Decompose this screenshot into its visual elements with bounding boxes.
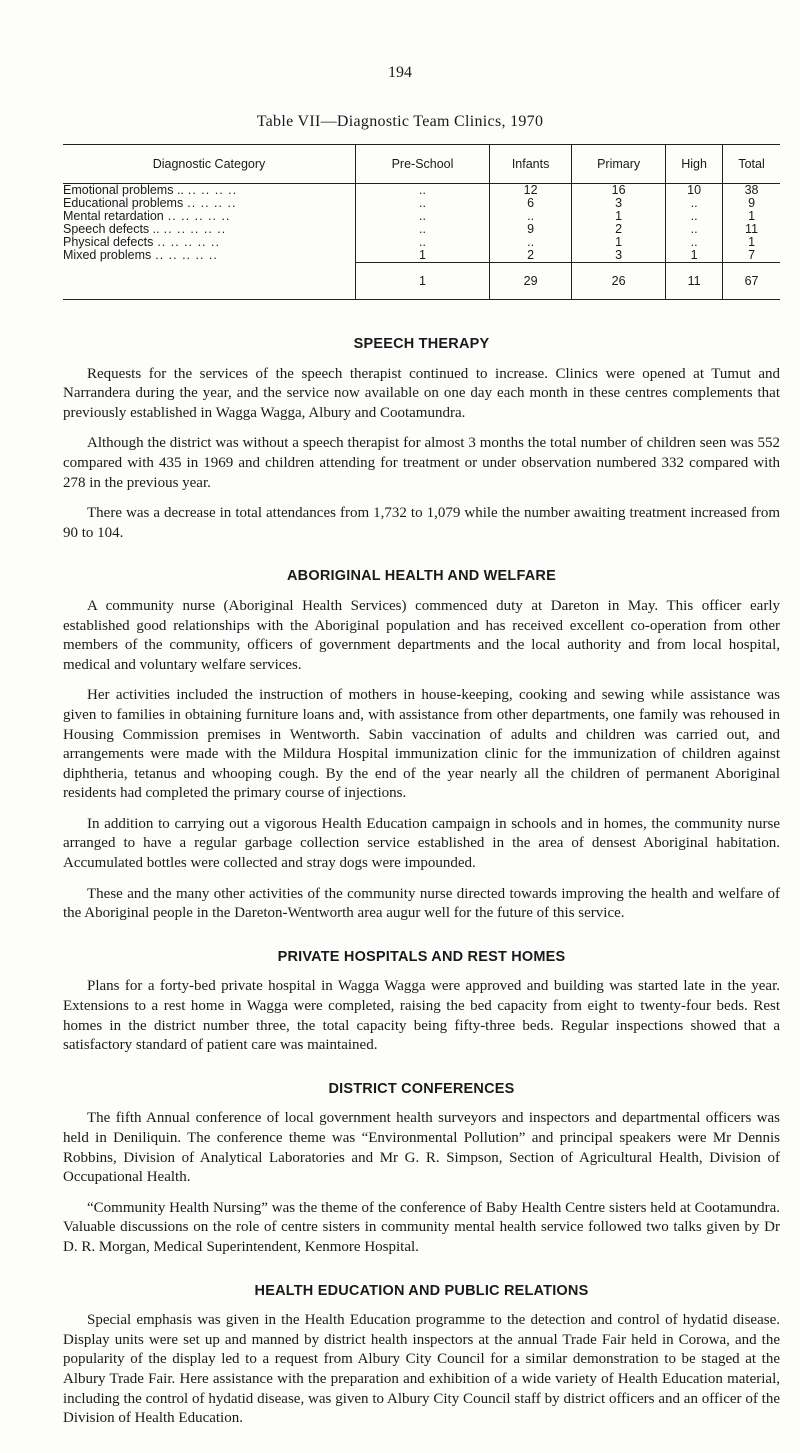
category-cell [63, 197, 356, 210]
leader-dots: .. .. .. .. [187, 197, 237, 210]
paragraph: These and the many other activities of the community nurse directed towards improving the health and welfare of the Aboriginal people in the Dareton-Wentworth area augur well for the future of this service. [63, 885, 780, 922]
value-cell: 3 [572, 197, 666, 210]
totals-row [63, 263, 780, 300]
section [63, 567, 780, 924]
category-cell [63, 223, 356, 236]
value-cell: .. [356, 197, 490, 210]
section-heading: PRIVATE HOSPITALS AND REST HOMES [277, 948, 566, 965]
section-heading: HEALTH EDUCATION AND PUBLIC RELATIONS [254, 1282, 589, 1299]
value-cell: 1 [723, 210, 780, 223]
category-label: Speech defects .. [63, 223, 160, 236]
leader-dots: .. .. .. .. .. [155, 249, 218, 263]
section [63, 335, 780, 543]
paragraph: Plans for a forty-bed private hospital in Wagga Wagga were approved and building was started late in the year. Extensions to a rest home in Wagga were completed, raising the bed capacity from eight to twenty-four beds. Rest homes in the district number three, the total capacity being fifty-three beds. Regular inspections showed that a satisfactory standard of patient care was maintained. [63, 978, 780, 1054]
category-cell [63, 184, 356, 198]
total-cell: 11 [666, 263, 723, 300]
value-cell: 2 [490, 249, 572, 263]
value-cell: 12 [490, 184, 572, 198]
value-cell: .. [666, 210, 723, 223]
totals-empty-cell [63, 263, 356, 300]
section [63, 1080, 780, 1258]
value-cell: 38 [723, 184, 780, 198]
paragraph: The fifth Annual conference of local government health surveyors and inspectors and departmental officers was held in Deniliquin. The conference theme was “Environmental Pollution” and principal speakers were Mr Dennis Robbins, Division of Analytical Laboratories and Mr G. R. Simpson, Section of Agricultural Health, Division of Occupational Health. [63, 1110, 780, 1186]
leader-dots: .. .. .. .. .. [163, 223, 227, 236]
value-cell: 1 [572, 236, 666, 249]
category-label: Mixed problems [63, 249, 152, 263]
value-cell: 10 [666, 184, 723, 198]
total-cell: 29 [490, 263, 572, 300]
category-label: Physical defects [63, 236, 154, 249]
value-cell: 3 [572, 249, 666, 263]
section-heading: ABORIGINAL HEALTH AND WELFARE [287, 568, 556, 585]
category-cell [63, 249, 356, 263]
report-body [63, 335, 780, 1453]
value-cell: 11 [723, 223, 780, 236]
category-cell [63, 210, 356, 223]
paragraph: There was a decrease in total attendances from 1,732 to 1,079 while the number awaiting treatment increased from 90 to 104. [63, 505, 780, 541]
section [63, 948, 780, 1056]
value-cell: 7 [723, 249, 780, 263]
value-cell: .. [490, 210, 572, 223]
header-primary: Primary [572, 145, 666, 184]
total-cell: 26 [572, 263, 666, 300]
total-cell: 1 [356, 263, 490, 300]
header-infants: Infants [490, 145, 572, 184]
header-pre-school: Pre-School [356, 145, 490, 184]
value-cell: .. [666, 236, 723, 249]
value-cell: 9 [490, 223, 572, 236]
value-cell: .. [666, 197, 723, 210]
paragraph: Requests for the services of the speech therapist continued to increase. Clinics were opened at Tumut and Narrandera during the year, and the service now available on one day each month in these centres complements that previously established in Wagga Wagga, Albury and Cootamundra. [63, 365, 780, 421]
section [63, 1282, 780, 1429]
value-cell: 9 [723, 197, 780, 210]
diagnostic-table [63, 144, 780, 300]
category-cell [63, 236, 356, 249]
header-high: High [666, 145, 723, 184]
leader-dots: .. .. .. .. [187, 184, 238, 197]
value-cell: .. [356, 210, 490, 223]
table-row [63, 184, 780, 198]
value-cell: .. [490, 236, 572, 249]
leader-dots: .. .. .. .. .. [157, 236, 220, 249]
table-row [63, 249, 780, 263]
value-cell: .. [356, 223, 490, 236]
value-cell: 16 [572, 184, 666, 198]
value-cell: 6 [490, 197, 572, 210]
paragraph: “Community Health Nursing” was the theme of the conference of Baby Health Centre sisters held at Cootamundra. Valuable discussions on the role of centre sisters in community mental health service followed two talks given by Dr D. R. Morgan, Medical Superintendent, Kenmore Hospital. [63, 1199, 780, 1255]
header-total: Total [723, 145, 780, 184]
table-header-row [63, 145, 780, 184]
total-cell: 67 [723, 263, 780, 300]
leader-dots: .. .. .. .. .. [167, 210, 231, 223]
value-cell: .. [666, 223, 723, 236]
category-label: Emotional problems .. [63, 184, 184, 197]
section-heading: SPEECH THERAPY [353, 336, 490, 352]
value-cell: 1 [572, 210, 666, 223]
value-cell: .. [356, 236, 490, 249]
paragraph: Although the district was without a speech therapist for almost 3 months the total number of children seen was 552 compared with 435 in 1969 and children attending for treatment or under observation numbered 332 compared with 278 in the previous year. [63, 435, 780, 491]
value-cell: 2 [572, 223, 666, 236]
value-cell: 1 [356, 249, 490, 263]
value-cell: 1 [666, 249, 723, 263]
page-number: 194 [388, 64, 412, 81]
value-cell: .. [356, 184, 490, 198]
paragraph: A community nurse (Aboriginal Health Services) commenced duty at Dareton in May. This officer early established good relationships with the Aboriginal population and has received excellent co-operation from other members of the community, officers of government departments and the local authority and from local hospital, medical and voluntary welfare services. [63, 597, 780, 673]
value-cell: 1 [723, 236, 780, 249]
paragraph: Her activities included the instruction of mothers in house-keeping, cooking and sewing while assistance was given to families in obtaining furniture loans and, with assistance from other departments, one family was rehoused in Housing Commission premises in Wentworth. Sabin vaccination of adults and children was carried out, and arrangements were made with the Mildura Hospital immunization clinic for the immunization of children against diphtheria, tetanus and whooping cough. By the end of the year nearly all the children of permanent Aboriginal residents had completed the primary course of injections. [63, 687, 780, 802]
section-heading: DISTRICT CONFERENCES [328, 1080, 515, 1097]
table-title: Table VII—Diagnostic Team Clinics, 1970 [256, 113, 544, 130]
paragraph: In addition to carrying out a vigorous Health Education campaign in schools and in homes, the community nurse arranged to have a regular garbage collection service established in the area of densest Aboriginal habitation. Accumulated bottles were collected and stray dogs were impounded. [63, 815, 780, 872]
category-label: Mental retardation [63, 210, 164, 223]
header-diagnostic-category: Diagnostic Category [63, 145, 356, 184]
category-label: Educational problems [63, 197, 184, 210]
paragraph: Special emphasis was given in the Health Education programme to the detection and control of hydatid disease. Display units were set up and manned by district health inspectors at the annual Trade Fair held in Corowa, and the popularity of the display led to a request from Albury City Council for a similar demonstration to be staged at the Albury Trade Fair. Here assistance with the preparation and exhibition of a wide variety of Health Education material, including the control of hydatid disease, was given to Albury City Council staff by district officers and an officer of the Division of Health Education. [63, 1312, 780, 1427]
